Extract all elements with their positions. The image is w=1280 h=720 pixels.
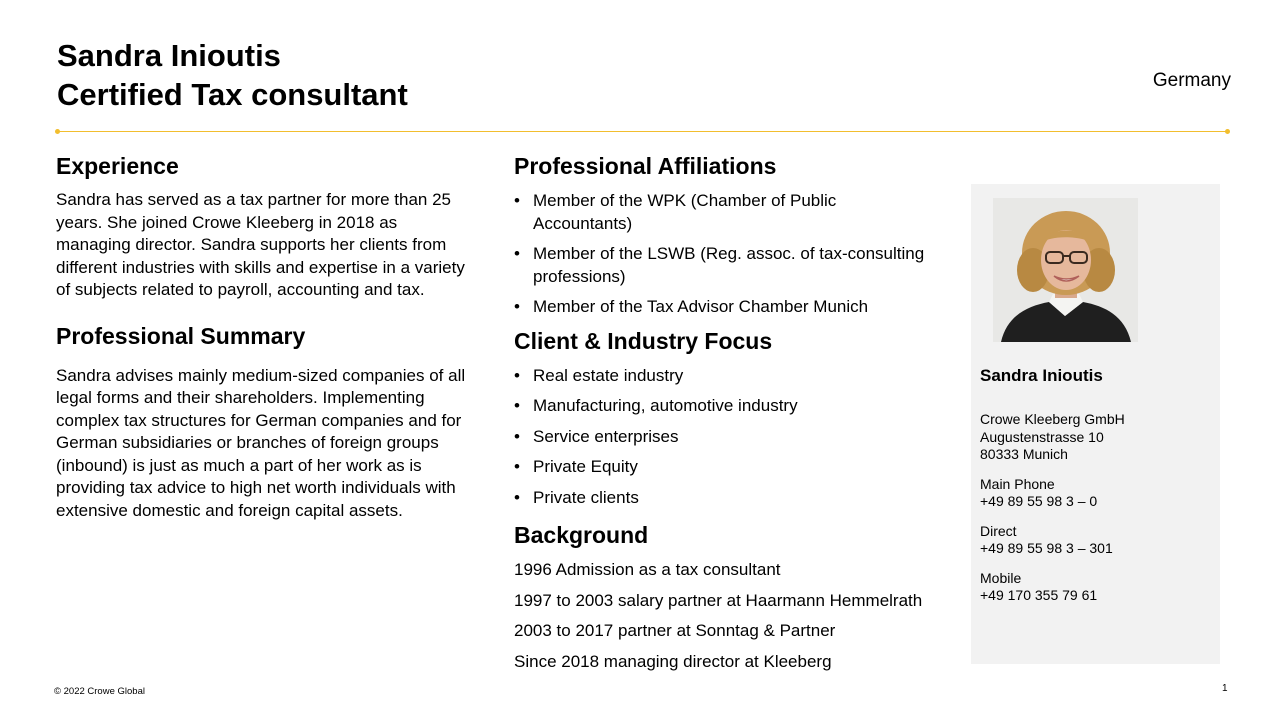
bullet-glyph: • <box>514 396 520 415</box>
list-item <box>514 487 934 510</box>
direct-phone-label: Direct <box>980 522 1017 539</box>
address-block <box>980 411 1215 464</box>
bullet-glyph: • <box>514 426 520 446</box>
main-phone-label: Main Phone <box>980 475 1055 492</box>
mobile-phone-block <box>980 570 1215 605</box>
city-address: 80333 Munich <box>980 446 1068 462</box>
bullet-glyph: • <box>514 365 520 385</box>
portrait-illustration <box>993 198 1138 342</box>
background-heading: Background <box>514 522 649 548</box>
list-item <box>514 190 934 235</box>
main-phone-block <box>980 476 1215 511</box>
list-item <box>514 365 934 388</box>
affiliation-text: Member of the LSWB (Reg. assoc. of tax-consulting professions) <box>533 244 925 286</box>
left-column <box>56 152 476 522</box>
focus-text: Real estate industry <box>533 365 684 385</box>
direct-phone-block <box>980 523 1215 558</box>
professional-summary-heading: Professional Summary <box>56 322 306 349</box>
contact-panel <box>971 184 1220 664</box>
mobile-phone-label: Mobile <box>980 569 1022 586</box>
bullet-glyph: • <box>514 191 520 210</box>
list-item <box>514 426 934 449</box>
page-title-role: Certified Tax consultant <box>57 77 408 112</box>
list-item <box>514 456 934 479</box>
affiliations-list <box>514 190 934 319</box>
focus-text: Service enterprises <box>533 426 679 446</box>
bullet-glyph: • <box>514 297 520 316</box>
country-label: Germany <box>1152 70 1231 91</box>
background-item: Since 2018 managing director at Kleeberg <box>514 651 832 671</box>
bullet-glyph: • <box>514 457 520 476</box>
focus-text: Private Equity <box>533 457 638 476</box>
street-address: Augustenstrasse 10 <box>980 428 1104 445</box>
affiliation-text: Member of the WPK (Chamber of Public Accountants) <box>533 191 837 233</box>
page-title-name: Sandra Inioutis <box>57 38 281 73</box>
list-item <box>514 395 934 418</box>
background-item: 1996 Admission as a tax consultant <box>514 560 781 579</box>
portrait-photo-icon <box>993 198 1138 342</box>
bullet-glyph: • <box>514 487 520 507</box>
divider-line <box>57 131 1228 132</box>
mobile-phone-value: +49 170 355 79 61 <box>980 587 1098 603</box>
divider-dot-left <box>55 129 60 134</box>
company-name: Crowe Kleeberg GmbH <box>980 411 1125 427</box>
experience-heading: Experience <box>56 153 179 179</box>
footer-copyright: © 2022 Crowe Global <box>54 686 145 697</box>
header-divider <box>57 131 1228 132</box>
main-phone-value: +49 89 55 98 3 – 0 <box>980 493 1098 509</box>
contact-info <box>980 411 1215 617</box>
background-item: 2003 to 2017 partner at Sonntag & Partner <box>514 621 836 640</box>
affiliation-text: Member of the Tax Advisor Chamber Munich <box>533 297 869 316</box>
direct-phone-value: +49 89 55 98 3 – 301 <box>980 540 1113 556</box>
middle-column <box>514 152 934 681</box>
list-item <box>514 296 934 319</box>
client-industry-focus-heading: Client & Industry Focus <box>514 327 773 354</box>
contact-name: Sandra Inioutis <box>980 366 1103 385</box>
divider-dot-right <box>1225 129 1230 134</box>
experience-text: Sandra has served as a tax partner for more than 25 years. She joined Crowe Kleeberg in 2018 as managing director. Sandra supports her clients from different industries with skills and expertise in a variety of subjects related to payroll, accounting and tax. <box>56 190 465 299</box>
focus-list <box>514 365 934 510</box>
background-item: 1997 to 2003 salary partner at Haarmann Hemmelrath <box>514 590 923 610</box>
affiliations-heading: Professional Affiliations <box>514 153 777 179</box>
bullet-glyph: • <box>514 244 520 263</box>
focus-text: Manufacturing, automotive industry <box>533 396 798 415</box>
professional-summary-text: Sandra advises mainly medium-sized companies of all legal forms and their shareholders. Implementing complex tax structures for German companies and for German subsidiaries or branches of foreign groups (inbound) is just as much a part of her work as is providing tax advice to high net worth individuals with extensive domestic and foreign capital assets. <box>56 365 466 520</box>
focus-text: Private clients <box>533 487 639 507</box>
list-item <box>514 243 934 288</box>
page-number: 1 <box>1222 683 1228 694</box>
